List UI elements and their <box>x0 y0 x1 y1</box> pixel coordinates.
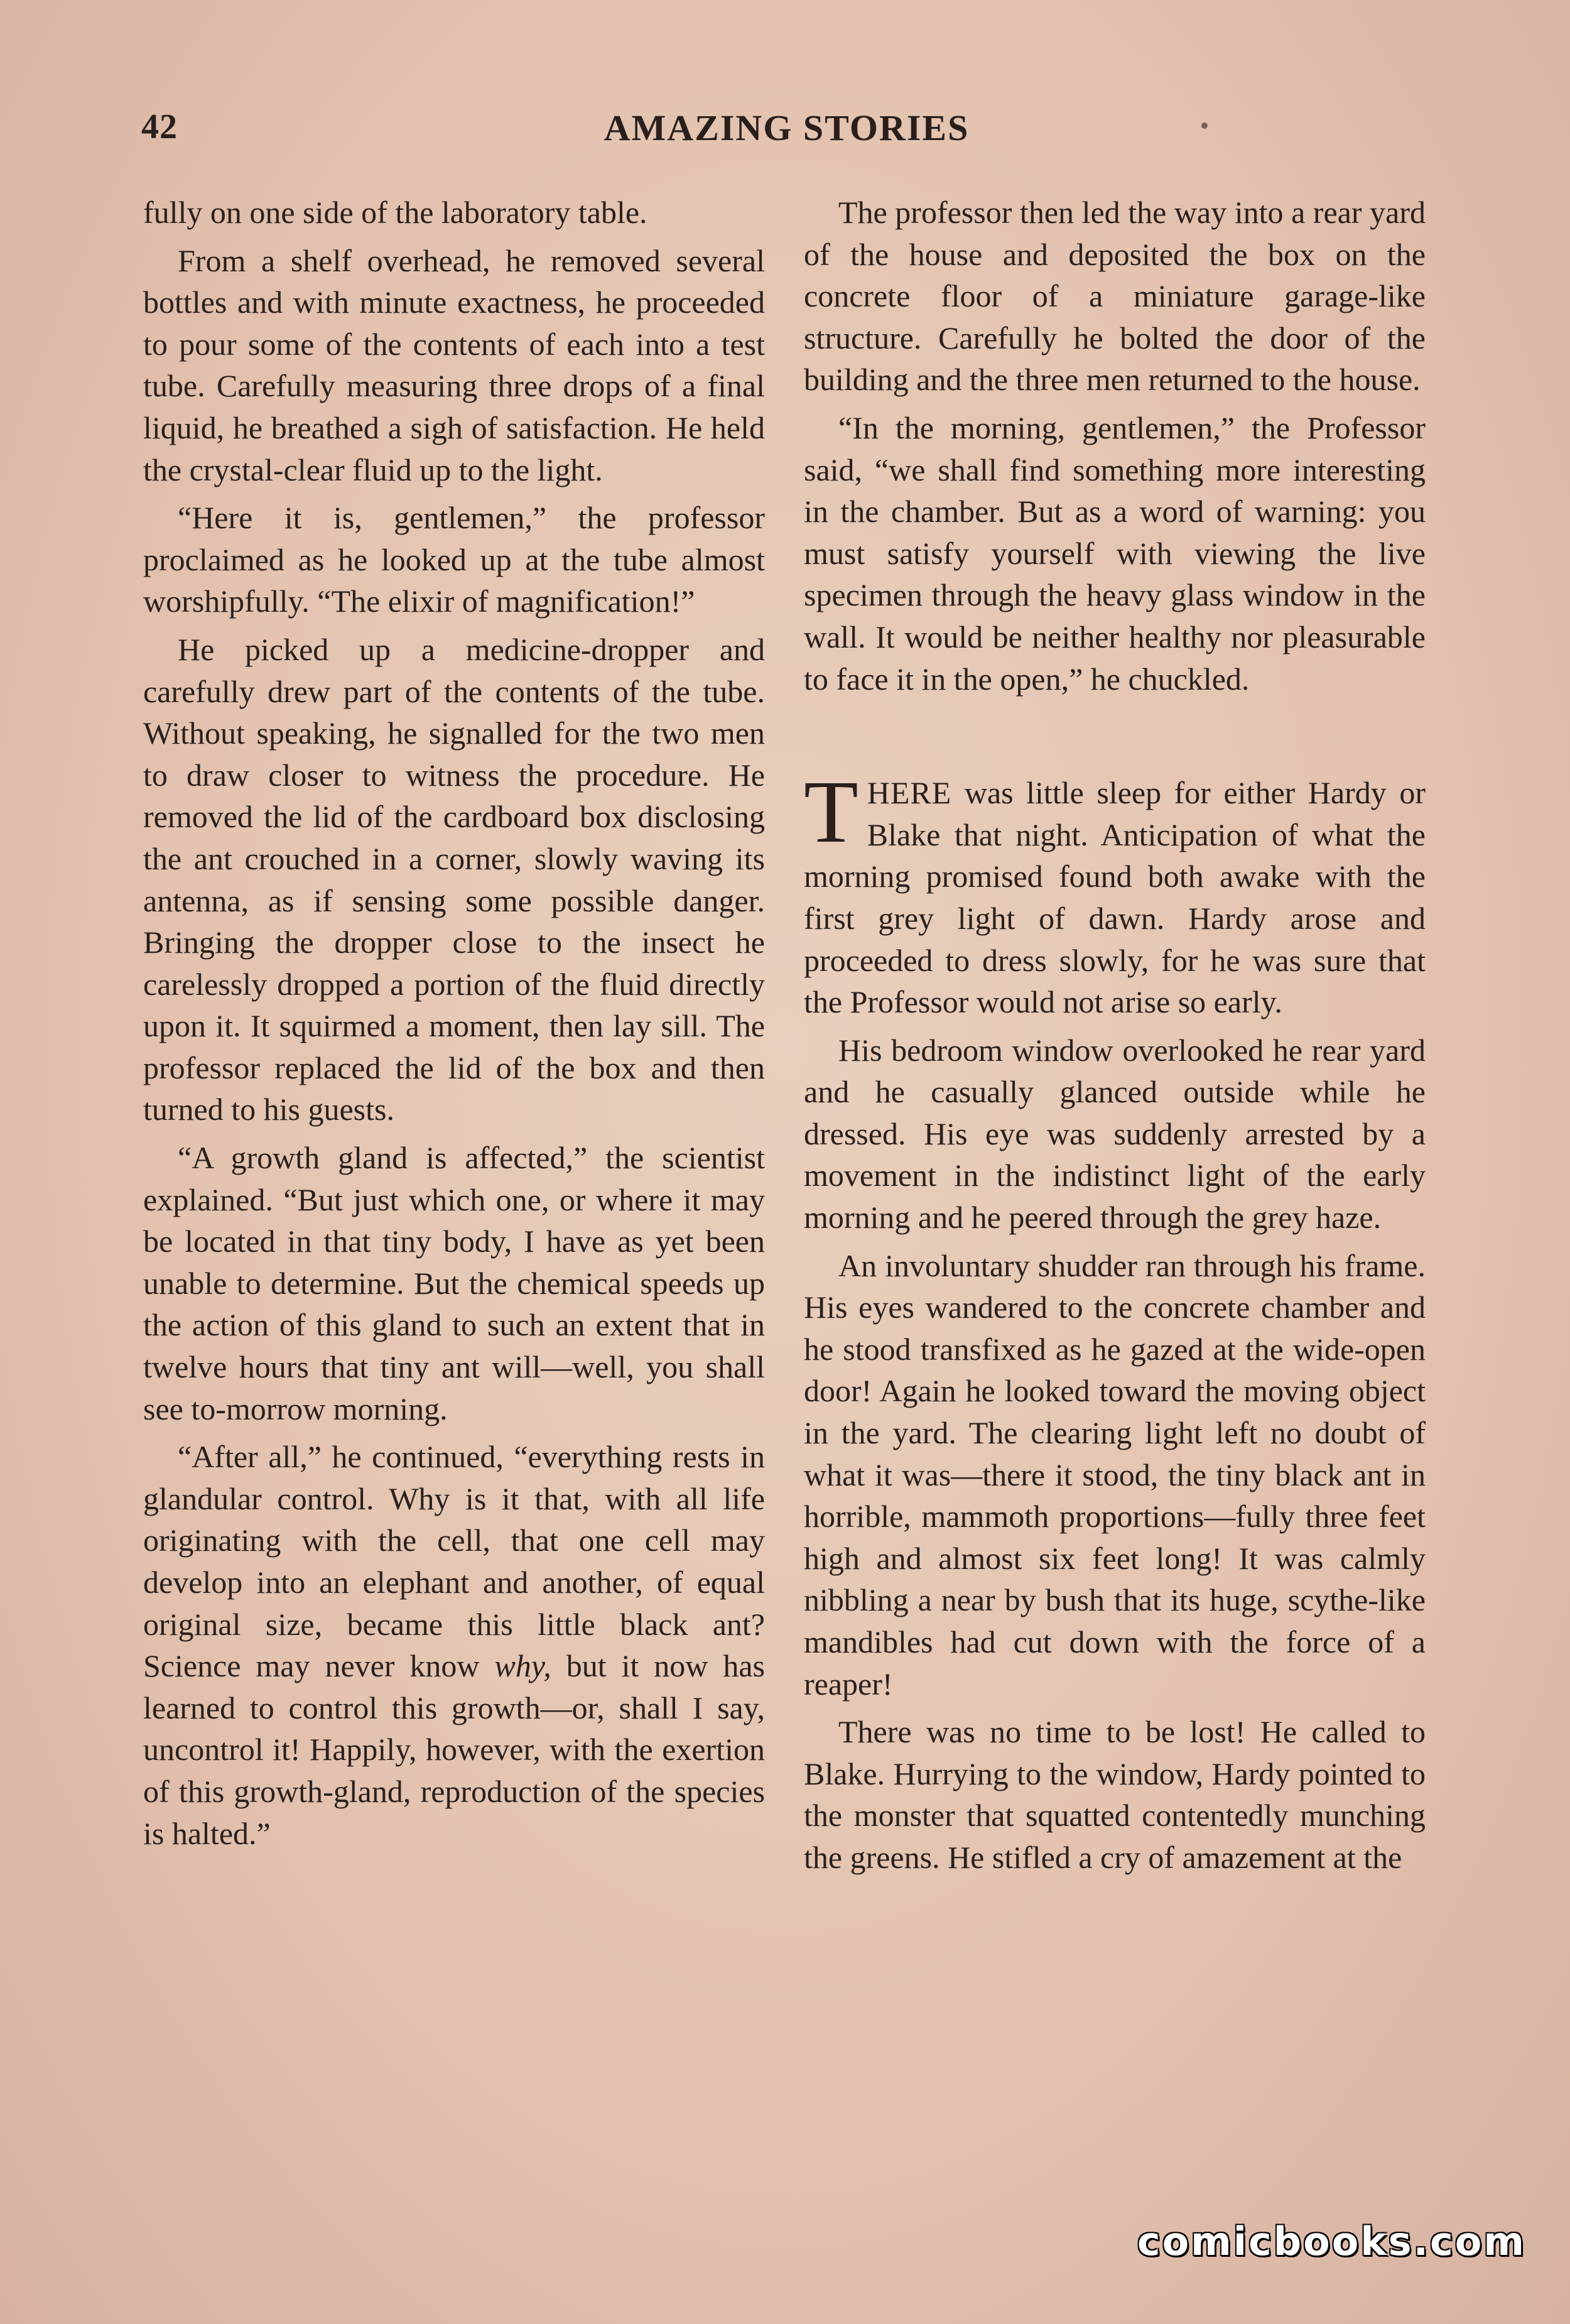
print-speck <box>1201 122 1208 129</box>
site-watermark: comicbooks.com <box>1137 2218 1526 2264</box>
right-column <box>804 192 1426 1885</box>
text-run: but it now has learned to control this growth—or, shall I say, uncontrol it! Happily, however, with the exertion of this growth-gland, reproduction of the species is halted.” <box>143 1648 765 1851</box>
running-title: AMAZING STORIES <box>604 107 970 148</box>
text-run: was little sleep for either Hardy or Blake that night. Anticipation of what the morning promised found both awake with the first grey light of dawn. Hardy arose and proceeded to dress slowly, for he was sure that the Professor would not arise so early. <box>804 775 1426 1020</box>
paragraph: There was no time to be lost! He called to Blake. Hurrying to the window, Hardy pointed to the monster that squatted contentedly munching the greens. He stifled a cry of amazement at the <box>804 1714 1426 1875</box>
paragraph: “Here it is, gentlemen,” the professor proclaimed as he looked up at the tube almost worshipfully. “The elixir of magnification!” <box>143 500 765 619</box>
left-column <box>143 192 765 1860</box>
paragraph: “A growth gland is affected,” the scientist explained. “But just which one, or where it may be located in that tiny body, I have as yet been unable to determine. But the chemical speeds up the action of this gland to such an extent that in twelve hours that tiny ant will—well, you shall see to-morrow morning. <box>143 1140 765 1426</box>
paragraph: The professor then led the way into a rear yard of the house and deposited the box on the concrete floor of a miniature garage-like structure. Carefully he bolted the door of the building and the three men returned to the house. <box>804 195 1426 398</box>
text-run: “After all,” he continued, “everything rests in glandular control. Why is it that, with all life originating with the cell, that one cell may develop into an elephant and another, of equal original size, became this little black ant? Science may never know <box>143 1439 765 1684</box>
drop-cap: T <box>804 762 858 862</box>
page-number: 42 <box>141 107 178 146</box>
paragraph: An involuntary shudder ran through his frame. His eyes wandered to the concrete chamber and he stood transfixed as he gazed at the wide-open door! Again he looked toward the moving object in the yard. The clearing light left no doubt of what it was—there it stood, the tiny black ant in horrible, mammoth proportions—fully three feet high and almost six feet long! It was calmly nibbling a near by bush that its huge, scythe-like mandibles had cut down with the force of a reaper! <box>804 1247 1426 1702</box>
paragraph: His bedroom window overlooked he rear yard and he casually glanced outside while he dressed. His eye was suddenly arrested by a movement in the indistinct light of the early morning and he peered through the grey haze. <box>804 1032 1426 1235</box>
paragraph <box>143 1436 765 1854</box>
paragraph: He picked up a medicine-dropper and carefully drew part of the contents of the tube. Without speaking, he signalled for the two men to draw closer to witness the procedure. He removed the lid of the cardboard box disclosing the ant crouched in a corner, slowly waving its antenna, as if sensing some possible danger. Bringing the dropper close to the insect he carelessly dropped a portion of the fluid directly upon it. It squirmed a moment, then lay sill. The professor replaced the lid of the box and then turned to his guests. <box>143 631 765 1127</box>
paragraph: From a shelf overhead, he removed several bottles and with minute exactness, he proceeded to pour some of the contents of each into a test tube. Carefully measuring three drops of a final liquid, he breathed a sigh of satisfaction. He held the crystal-clear fluid up to the light. <box>143 242 765 487</box>
paragraph: “In the morning, gentlemen,” the Professor said, “we shall find something more interesting in the chamber. But as a word of warning: you must satisfy yourself with viewing the live specimen through the heavy glass window in the wall. It would be neither healthy nor pleasurable to face it in the open,” he chuckled. <box>804 410 1426 697</box>
italic-word: why, <box>494 1648 551 1684</box>
lead-in-caps: HERE <box>867 775 952 811</box>
paragraph-section-start <box>804 762 1426 1023</box>
paragraph: fully on one side of the laboratory table. <box>143 195 647 230</box>
page-header <box>141 107 1432 163</box>
section-break <box>804 706 1426 772</box>
